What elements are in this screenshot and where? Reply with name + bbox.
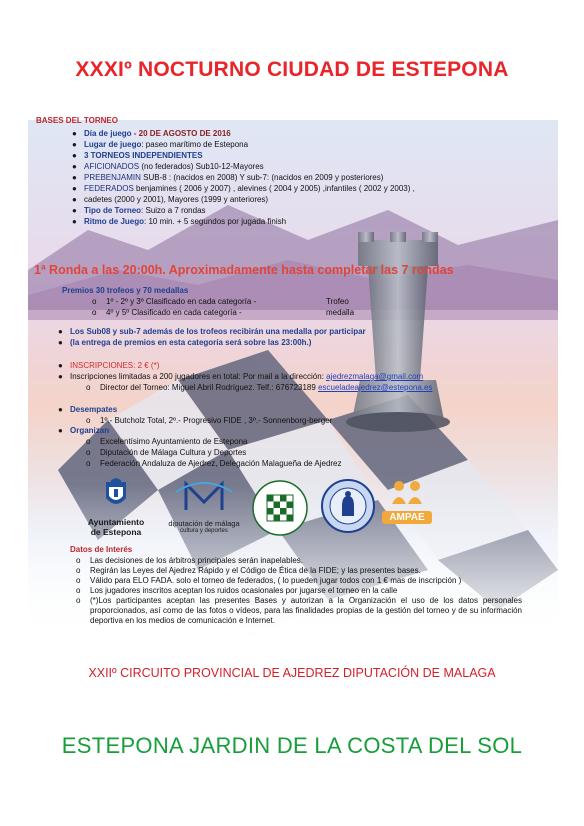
diputacion-m-icon xyxy=(164,478,244,514)
bullet-organizan: ● Organizan xyxy=(58,426,110,435)
lugar-value: : paseo marítimo de Estepona xyxy=(141,140,249,149)
cadetes-text: cadetes (2000 y 2001), Mayores (1999 y anteriores) xyxy=(84,195,269,204)
datos-item-text: Válido para ELO FADA. solo el torneo de federados, ( lo pueden jugar todos con 1 € mas de inscripción ) xyxy=(90,576,462,585)
federados-label: FEDERADOS xyxy=(84,184,134,193)
datos-item: o (*)Los participantes aceptan las presentes Bases y autorizan a la Organización el uso de los datos personales proporcionados, así como de las fotos o vídeos, para las finalidades propias de la gestión del torneo y de su información deportiva en los medios de comunicación e Internet. xyxy=(76,596,522,625)
federacion-chessboard-icon xyxy=(250,478,310,538)
datos-item-text: Los jugadores inscritos aceptan los ruidos ocasionales por jugarse el torneo en la calle xyxy=(90,586,398,595)
premios-item-1-text: 1º - 2º y 3º Clasificado en cada categoría - xyxy=(106,297,257,306)
prebenjamin-value: SUB-8 : (nacidos en 2008) Y sub-7: (nacidos en 2009 y posteriores) xyxy=(140,173,384,182)
bullet-cadetes: ● cadetes (2000 y 2001), Mayores (1999 y anteriores) xyxy=(72,195,269,204)
organizan-item: o Diputación de Málaga Cultura y Deportes xyxy=(86,448,247,457)
director-text: Director del Torneo: Miguel Abril Rodríguez. Telf.: 676723189 xyxy=(100,383,319,392)
organizan-item-text: Diputación de Málaga Cultura y Deportes xyxy=(100,448,247,457)
ayuntamiento-logo xyxy=(80,478,152,537)
tipo-label: Tipo de Torneo xyxy=(84,206,142,215)
premios-item-1: o 1º - 2º y 3º Clasificado en cada categoría - xyxy=(92,297,257,306)
ayuntamiento-crest-icon xyxy=(80,478,152,512)
bullet-desempates: ● Desempates xyxy=(58,405,118,414)
bullet-tipo: ● Tipo de Torneo: Suizo a 7 rondas xyxy=(72,206,206,215)
escuela-seal-icon xyxy=(318,478,378,534)
organizan-item-text: Federación Andaluza de Ajedrez, Delegación Malagueña de Ajedrez xyxy=(100,459,342,468)
entrega-text: (la entrega de premios en esta categoría será sobre las 23:00h.) xyxy=(70,338,312,347)
premios-header: Premios 30 trofeos y 70 medallas xyxy=(62,286,189,295)
ritmo-value: : 10 min. + 5 segundos por jugada finish xyxy=(144,217,287,226)
aficionados-label: AFICIONADOS xyxy=(84,162,140,171)
inscripciones-line1: Inscripciones limitadas a 200 jugadores en total: Por mail a la dirección: xyxy=(70,372,327,381)
datos-item: o Válido para ELO FADA. solo el torneo de federados, ( lo pueden jugar todos con 1 € mas de inscripción ) xyxy=(76,576,462,585)
aficionados-value: (no federados) Sub10-12-Mayores xyxy=(139,162,264,171)
bases-header: BASES DEL TORNEO xyxy=(36,116,118,125)
premios-item-2-value: medalla xyxy=(326,308,355,317)
poster-title: XXXIº NOCTURNO CIUDAD DE ESTEPONA xyxy=(75,58,509,81)
ampae-label: AMPAE xyxy=(382,511,432,524)
footer-slogan: ESTEPONA JARDIN DE LA COSTA DEL SOL xyxy=(61,733,523,758)
datos-item: o Regirán las Leyes del Ajedrez Rápido y el Código de Ética de la FIDE; y las presentes bases. xyxy=(76,566,421,575)
organizan-header: Organizan xyxy=(70,426,110,435)
dip-line2: cultura y deportes xyxy=(180,528,228,534)
datos-item-text: (*)Los participantes aceptan las presentes Bases y autorizan a la Organización el uso de los datos personales proporcionados, así como de las fotos o vídeos, para las finalidades propias de la gestión del torneo y de su información deportiva en los medios de comunicación e Internet. xyxy=(90,596,522,625)
bullet-torneos: ● 3 TORNEOS INDEPENDIENTES xyxy=(72,151,203,160)
desempates-item-text: 1º.- Butcholz Total, 2º.- Progresivo FIDE , 3º.- Sonnenborg-berger xyxy=(100,416,333,425)
federacion-andaluza-logo xyxy=(250,478,310,543)
prebenjamin-label: PREBENJAMIN xyxy=(84,173,141,182)
bullet-entrega: ● (la entrega de premios en esta categoría será sobre las 23:00h.) xyxy=(58,338,312,347)
dia-value: 20 DE AGOSTO DE 2016 xyxy=(138,129,231,138)
ampae-logo xyxy=(382,478,432,524)
desempates-header: Desempates xyxy=(70,405,118,414)
desempates-item: o 1º.- Butcholz Total, 2º.- Progresivo FIDE , 3º.- Sonnenborg-berger xyxy=(86,416,333,425)
bullet-sub08: ● Los Sub08 y sub-7 además de los trofeos recibirán una medalla por participar xyxy=(58,327,366,336)
federados-value: benjamines ( 2006 y 2007) , alevines ( 2004 y 2005) ,infantiles ( 2002 y 2003) , xyxy=(133,184,415,193)
bullet-federados: ● FEDERADOS benjamines ( 2006 y 2007) , alevines ( 2004 y 2005) ,infantiles ( 2002 y 2003) , xyxy=(72,184,415,193)
escuela-ajedrez-logo xyxy=(318,478,378,539)
premios-item-2: o 4º y 5º Clasificado en cada categoría - xyxy=(92,308,242,317)
organizan-item: o Excelentísimo Ayuntamiento de Estepona xyxy=(86,437,248,446)
bullet-prebenjamin: ● PREBENJAMIN SUB-8 : (nacidos en 2008) Y sub-7: (nacidos en 2009 y posteriores) xyxy=(72,173,384,182)
ayto-line2: de Estepona xyxy=(90,527,142,537)
director-line: o Director del Torneo: Miguel Abril Rodríguez. Telf.: 676723189 escueladeajedrez@estepona.es xyxy=(86,383,433,392)
ronda-heading: 1ª Ronda a las 20:00h. Aproximadamente hasta completar las 7 rondas xyxy=(34,263,454,277)
datos-header: Datos de Interés xyxy=(70,545,133,554)
organizan-item: o Federación Andaluza de Ajedrez, Delegación Malagueña de Ajedrez xyxy=(86,459,342,468)
email-ajedrezmalaga-link[interactable]: ajedrezmalaga@gmail.com xyxy=(326,372,424,381)
bullet-dia: ● Día de juego - 20 DE AGOSTO DE 2016 xyxy=(72,129,231,138)
inscripciones-header: INSCRIPCIONES: 2 € (*) xyxy=(70,361,160,370)
dia-sep: - xyxy=(131,129,139,138)
premios-item-2-text: 4º y 5º Clasificado en cada categoría - xyxy=(106,308,242,317)
premios-item-1-value: Trofeo xyxy=(326,297,349,306)
tipo-value: : Suizo a 7 rondas xyxy=(141,206,206,215)
datos-item-text: Las decisiones de los árbitros principales serán inapelables. xyxy=(90,556,304,565)
organizan-item-text: Excelentísimo Ayuntamiento de Estepona xyxy=(100,437,248,446)
dia-label: Día de juego xyxy=(84,129,132,138)
bullet-inscripciones-line: ● Inscripciones limitadas a 200 jugadores en total: Por mail a la dirección: ajedrezmalaga@gmail.com xyxy=(58,372,424,381)
email-escuela-link[interactable]: escueladeajedrez@estepona.es xyxy=(318,383,433,392)
datos-item: o Las decisiones de los árbitros principales serán inapelables. xyxy=(76,556,304,565)
ampae-figures-icon xyxy=(382,478,432,506)
dip-line1: diputación de málaga xyxy=(168,519,240,528)
circuito-heading: XXIIº CIRCUITO PROVINCIAL DE AJEDREZ DIPUTACIÓN DE MALAGA xyxy=(88,666,496,680)
ritmo-label: Ritmo de Juego xyxy=(84,217,145,226)
datos-item-text: Regirán las Leyes del Ajedrez Rápido y el Código de Ética de la FIDE; y las presentes bases. xyxy=(90,566,421,575)
lugar-label: Lugar de juego xyxy=(84,140,142,149)
sponsor-logos xyxy=(70,478,540,548)
ayto-line1: Ayuntamiento xyxy=(87,517,145,527)
bullet-inscripciones: ● INSCRIPCIONES: 2 € (*) xyxy=(58,361,160,370)
bullet-aficionados: ● AFICIONADOS (no federados) Sub10-12-Mayores xyxy=(72,162,264,171)
bullet-lugar: ● Lugar de juego: paseo marítimo de Estepona xyxy=(72,140,249,149)
torneos-text: 3 TORNEOS INDEPENDIENTES xyxy=(84,151,203,160)
sub08-text: Los Sub08 y sub-7 además de los trofeos recibirán una medalla por participar xyxy=(70,327,366,336)
diputacion-logo xyxy=(164,478,244,534)
datos-item: o Los jugadores inscritos aceptan los ruidos ocasionales por jugarse el torneo en la calle xyxy=(76,586,398,595)
bullet-ritmo: ● Ritmo de Juego: 10 min. + 5 segundos por jugada finish xyxy=(72,217,287,226)
